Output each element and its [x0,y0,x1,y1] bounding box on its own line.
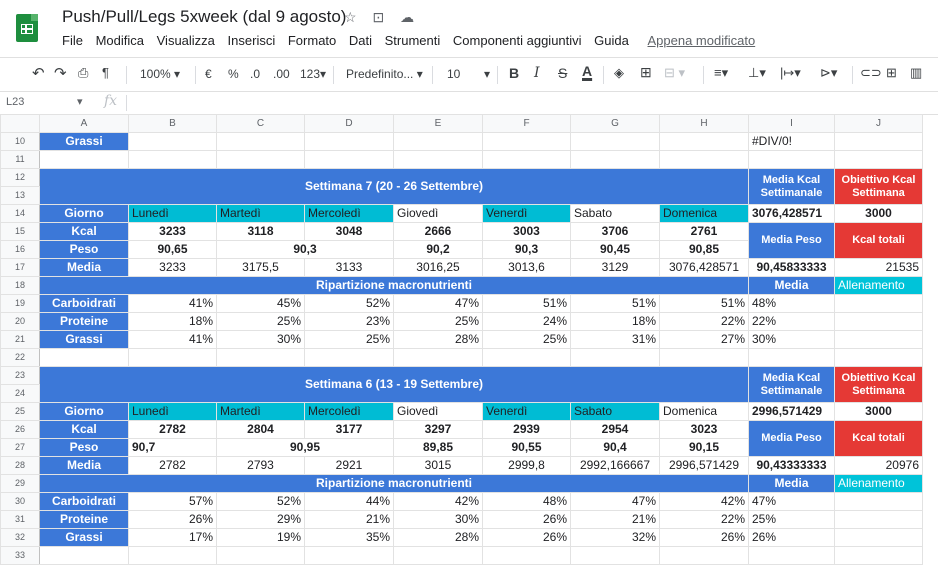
media-cell[interactable]: 3015 [394,457,483,475]
row-header[interactable]: 20 [1,313,40,331]
name-box[interactable]: L23 [6,96,25,108]
merge-cells-icon[interactable]: ⊟ ▾ [664,65,686,80]
prot-cell[interactable]: 25% [394,313,483,331]
prot-cell[interactable]: 22% [660,511,749,529]
kcal-totali-value[interactable]: 20976 [835,457,923,475]
media-cell[interactable]: 3233 [129,259,217,277]
carb-cell[interactable]: 57% [129,493,217,511]
col-header-a[interactable]: A [40,115,129,133]
prot-cell[interactable]: 26% [129,511,217,529]
kcal-cell[interactable]: 3118 [217,223,305,241]
grassi-cell[interactable]: 28% [394,331,483,349]
grassi-label[interactable]: Grassi [40,529,129,547]
media-cell[interactable]: 3016,25 [394,259,483,277]
peso-cell[interactable]: 90,4 [571,439,660,457]
peso-cell[interactable]: 90,85 [660,241,749,259]
obiettivo-value[interactable]: 3000 [835,205,923,223]
row-header[interactable]: 13 [1,187,40,205]
day-cell[interactable]: Domenica [660,205,749,223]
day-cell[interactable]: Lunedì [129,205,217,223]
peso-cell[interactable]: 90,2 [394,241,483,259]
decimal-more-button[interactable]: .00 [273,67,290,81]
grassi-cell[interactable]: 41% [129,331,217,349]
carb-cell[interactable]: 42% [394,493,483,511]
font-select[interactable]: Predefinito... ▾ [346,67,423,81]
media-cell[interactable]: 2793 [217,457,305,475]
grassi-cell[interactable]: 19% [217,529,305,547]
carb-label[interactable]: Carboidrati [40,493,129,511]
kcal-totali-label[interactable]: Kcal totali [835,421,923,457]
media-cell[interactable]: 3013,6 [483,259,571,277]
title-bar [0,0,938,56]
sheet-table [0,114,923,565]
media-peso-label[interactable]: Media Peso [749,421,835,457]
kcal-cell[interactable]: 2666 [394,223,483,241]
carb-cell[interactable]: 48% [483,493,571,511]
last-edit-link[interactable]: Appena modificato [647,33,756,48]
peso-cell[interactable]: 90,45 [571,241,660,259]
grassi-cell[interactable]: 35% [305,529,394,547]
carb-label[interactable]: Carboidrati [40,295,129,313]
prot-media[interactable]: 25% [749,511,835,529]
row-header[interactable]: 10 [1,133,40,151]
carb-cell[interactable]: 47% [571,493,660,511]
day-cell[interactable]: Venerdì [483,403,571,421]
text-color-button[interactable]: A [582,63,593,79]
menu-dati[interactable]: Dati [348,33,373,48]
print-icon[interactable]: ⎙ [78,65,89,80]
col-header-f[interactable]: F [483,115,571,133]
media-cell[interactable]: 2921 [305,457,394,475]
row-header[interactable]: 18 [1,277,40,295]
prot-cell[interactable]: 21% [305,511,394,529]
text-rotate-icon[interactable]: ⊳▾ [820,65,838,80]
prot-cell[interactable]: 25% [217,313,305,331]
carb-media[interactable]: 47% [749,493,835,511]
row-header[interactable]: 23 [1,367,40,385]
media-cell[interactable]: 3175,5 [217,259,305,277]
prot-label[interactable]: Proteine [40,313,129,331]
row-header[interactable]: 19 [1,295,40,313]
grassi-cell[interactable]: 26% [483,529,571,547]
star-icon[interactable]: ☆ [344,9,357,25]
media-cell[interactable]: 2996,571429 [660,457,749,475]
kcal-cell[interactable]: 3177 [305,421,394,439]
row-header[interactable]: 24 [1,385,40,403]
day-cell[interactable]: Venerdì [483,205,571,223]
kcal-cell[interactable]: 3706 [571,223,660,241]
kcal-totali-label[interactable]: Kcal totali [835,223,923,259]
macro-title[interactable]: Ripartizione macronutrienti [40,475,749,493]
allenamento-label[interactable]: Allenamento [835,475,923,493]
media-kcal-value[interactable]: 2996,571429 [749,403,835,421]
row-header[interactable]: 30 [1,493,40,511]
day-cell[interactable]: Lunedì [129,403,217,421]
peso-cell[interactable]: 90,3 [217,241,394,259]
prot-cell[interactable]: 30% [394,511,483,529]
comment-icon[interactable]: ⊞ [886,65,897,80]
zoom-select[interactable]: 100% ▾ [140,67,181,81]
media-cell[interactable]: 2999,8 [483,457,571,475]
grassi-cell[interactable]: 17% [129,529,217,547]
grassi-media[interactable]: 26% [749,529,835,547]
obiettivo-label[interactable]: Obiettivo Kcal Settimana [835,367,923,403]
kcal-cell[interactable]: 3297 [394,421,483,439]
font-size-dropdown-icon[interactable]: ▾ [484,67,491,81]
media-cell[interactable]: 3133 [305,259,394,277]
menu-guida[interactable]: Guida [594,33,629,48]
kcal-cell[interactable]: 2954 [571,421,660,439]
cloud-status-icon[interactable]: ☁ [400,9,415,25]
row-header[interactable]: 26 [1,421,40,439]
row-header[interactable]: 11 [1,151,40,169]
macro-title[interactable]: Ripartizione macronutrienti [40,277,749,295]
kcal-cell[interactable]: 3023 [660,421,749,439]
select-all-corner[interactable] [1,115,40,133]
peso-cell[interactable]: 90,95 [217,439,394,457]
menu-modifica[interactable]: Modifica [95,33,144,48]
peso-cell[interactable]: 90,55 [483,439,571,457]
media-kcal-label[interactable]: Media Kcal Settimanale [749,367,835,403]
col-header-c[interactable]: C [217,115,305,133]
menu-componenti[interactable]: Componenti aggiuntivi [452,33,582,48]
sheets-logo-icon[interactable] [16,14,38,42]
row-header[interactable]: 16 [1,241,40,259]
media-peso-value[interactable]: 90,43333333 [749,457,835,475]
prot-cell[interactable]: 18% [571,313,660,331]
italic-button[interactable]: I [534,65,540,81]
col-header-b[interactable]: B [129,115,217,133]
day-cell[interactable]: Sabato [571,403,660,421]
number-format-select[interactable]: 123▾ [300,67,327,81]
decimal-less-button[interactable]: .0 [250,67,261,81]
day-cell[interactable]: Giovedì [394,403,483,421]
vertical-align-icon[interactable]: ⊥▾ [748,65,766,80]
media-cell[interactable]: 3129 [571,259,660,277]
peso-cell[interactable]: 90,65 [129,241,217,259]
row-header[interactable]: 33 [1,547,40,565]
font-size-select[interactable]: 10 [447,67,461,81]
spreadsheet-grid [0,114,923,565]
giorno-label[interactable]: Giorno [40,205,129,223]
carb-cell[interactable]: 52% [217,493,305,511]
row-header[interactable]: 21 [1,331,40,349]
kcal-label[interactable]: Kcal [40,421,129,439]
percent-button[interactable]: % [228,67,239,81]
row-header[interactable]: 31 [1,511,40,529]
obiettivo-value[interactable]: 3000 [835,403,923,421]
row-header[interactable]: 17 [1,259,40,277]
row-header[interactable]: 14 [1,205,40,223]
carb-cell[interactable]: 51% [483,295,571,313]
media-col-label[interactable]: Media [749,475,835,493]
kcal-cell[interactable]: 2939 [483,421,571,439]
kcal-label[interactable]: Kcal [40,223,129,241]
day-cell[interactable]: Domenica [660,403,749,421]
row-header[interactable]: 28 [1,457,40,475]
media-peso-value[interactable]: 90,45833333 [749,259,835,277]
col-header-j[interactable]: J [835,115,923,133]
carb-cell[interactable]: 42% [660,493,749,511]
redo-icon[interactable]: ↷ [54,65,67,82]
media-peso-label[interactable]: Media Peso [749,223,835,259]
link-icon[interactable]: ⊂⊃ [860,65,882,80]
prot-cell[interactable]: 21% [571,511,660,529]
media-kcal-value[interactable]: 3076,428571 [749,205,835,223]
day-cell[interactable]: Martedì [217,403,305,421]
grassi-cell[interactable]: 25% [483,331,571,349]
prot-cell[interactable]: 23% [305,313,394,331]
currency-button[interactable]: € [205,67,212,81]
name-box-dropdown-icon[interactable]: ▾ [77,96,83,108]
prot-cell[interactable]: 24% [483,313,571,331]
align-icon[interactable]: ≡▾ [714,65,729,80]
row-header[interactable]: 15 [1,223,40,241]
grassi-cell[interactable]: 25% [305,331,394,349]
grassi-cell[interactable]: 28% [394,529,483,547]
peso-label[interactable]: Peso [40,439,129,457]
row-header[interactable]: 27 [1,439,40,457]
text-wrap-icon[interactable]: |↦▾ [780,65,801,80]
chart-icon[interactable]: ▥ [910,65,923,80]
peso-cell[interactable]: 90,7 [129,439,217,457]
toolbar [0,57,938,92]
row-header[interactable]: 32 [1,529,40,547]
carb-cell[interactable]: 51% [660,295,749,313]
media-kcal-label[interactable]: Media Kcal Settimanale [749,169,835,205]
prot-cell[interactable]: 29% [217,511,305,529]
row-header[interactable]: 22 [1,349,40,367]
col-header-d[interactable]: D [305,115,394,133]
carb-cell[interactable]: 47% [394,295,483,313]
bold-button[interactable]: B [509,65,520,81]
week-title[interactable]: Settimana 7 (20 - 26 Settembre) [40,169,749,205]
paint-format-icon[interactable]: ¶ [102,65,109,80]
obiettivo-label[interactable]: Obiettivo Kcal Settimana [835,169,923,205]
menu-inserisci[interactable]: Inserisci [227,33,276,48]
row-header[interactable]: 29 [1,475,40,493]
media-col-label[interactable]: Media [749,277,835,295]
document-title[interactable]: Push/Pull/Legs 5xweek (dal 9 agosto) [62,7,347,26]
carb-cell[interactable]: 51% [571,295,660,313]
carb-cell[interactable]: 52% [305,295,394,313]
fx-icon: fx [104,93,118,109]
row-header[interactable]: 25 [1,403,40,421]
kcal-cell[interactable]: 2782 [129,421,217,439]
grassi-cell[interactable]: 32% [571,529,660,547]
carb-media[interactable]: 48% [749,295,835,313]
kcal-cell[interactable]: 3048 [305,223,394,241]
kcal-cell[interactable]: 3233 [129,223,217,241]
formula-bar [0,91,938,115]
col-header-h[interactable]: H [660,115,749,133]
menu-strumenti[interactable]: Strumenti [384,33,441,48]
grassi-cell[interactable]: 30% [217,331,305,349]
prot-cell[interactable]: 22% [660,313,749,331]
peso-cell[interactable]: 89,85 [394,439,483,457]
grassi-label[interactable]: Grassi [40,331,129,349]
day-cell[interactable]: Mercoledì [305,403,394,421]
prot-media[interactable]: 22% [749,313,835,331]
prot-label[interactable]: Proteine [40,511,129,529]
cell-grassi-label[interactable]: Grassi [40,133,129,151]
giorno-label[interactable]: Giorno [40,403,129,421]
kcal-cell[interactable]: 2804 [217,421,305,439]
grassi-cell[interactable]: 27% [660,331,749,349]
grassi-cell[interactable]: 26% [660,529,749,547]
menu-visualizza[interactable]: Visualizza [156,33,215,48]
prot-cell[interactable]: 18% [129,313,217,331]
media-cell[interactable]: 2992,166667 [571,457,660,475]
peso-cell[interactable]: 90,3 [483,241,571,259]
borders-icon[interactable]: ⊞ [640,64,652,80]
day-cell[interactable]: Giovedì [394,205,483,223]
cell-div-error[interactable]: #DIV/0! [749,133,835,151]
day-cell[interactable]: Mercoledì [305,205,394,223]
peso-cell[interactable]: 90,15 [660,439,749,457]
kcal-cell[interactable]: 3003 [483,223,571,241]
menu-formato[interactable]: Formato [287,33,337,48]
menu-file[interactable]: File [62,33,83,48]
media-cell[interactable]: 3076,428571 [660,259,749,277]
peso-label[interactable]: Peso [40,241,129,259]
carb-cell[interactable]: 45% [217,295,305,313]
carb-cell[interactable]: 44% [305,493,394,511]
undo-icon[interactable]: ↶ [32,65,45,82]
day-cell[interactable]: Martedì [217,205,305,223]
carb-cell[interactable]: 41% [129,295,217,313]
kcal-totali-value[interactable]: 21535 [835,259,923,277]
col-header-i[interactable]: I [749,115,835,133]
move-folder-icon[interactable]: ⊡ [372,9,385,25]
menu-bar [62,33,764,48]
strikethrough-button[interactable]: S [558,65,568,81]
kcal-cell[interactable]: 2761 [660,223,749,241]
row-header[interactable]: 12 [1,169,40,187]
grassi-media[interactable]: 30% [749,331,835,349]
fill-color-icon[interactable]: ◈ [614,65,624,80]
col-header-g[interactable]: G [571,115,660,133]
prot-cell[interactable]: 26% [483,511,571,529]
media-cell[interactable]: 2782 [129,457,217,475]
allenamento-label[interactable]: Allenamento [835,277,923,295]
week-title[interactable]: Settimana 6 (13 - 19 Settembre) [40,367,749,403]
day-cell[interactable]: Sabato [571,205,660,223]
media-label[interactable]: Media [40,259,129,277]
grassi-cell[interactable]: 31% [571,331,660,349]
col-header-e[interactable]: E [394,115,483,133]
media-label[interactable]: Media [40,457,129,475]
